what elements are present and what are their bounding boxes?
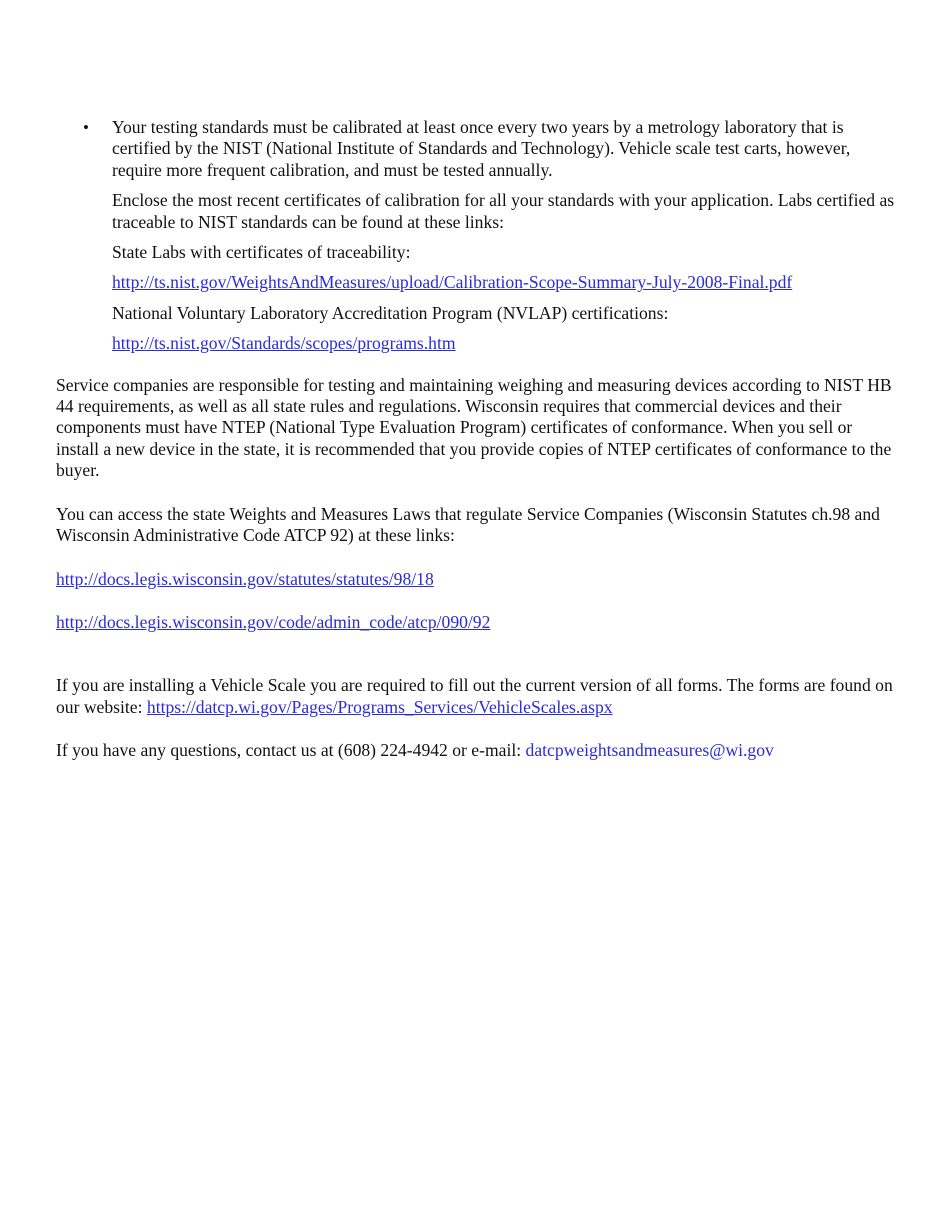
calibration-requirement-text: Your testing standards must be calibrated at least once every two years by a metrology laboratory that is certified by the NIST (National Institute of Standards and Technology). Vehicle scale test carts, however, require more frequent calibration, and must be tested annually. (112, 117, 851, 180)
admin-code-link[interactable]: http://docs.legis.wisconsin.gov/code/admin_code/atcp/090/92 (56, 611, 491, 632)
enclose-certificates-text: Enclose the most recent certificates of calibration for all your standards with your application. Labs certified as traceable to NIST standards can be found at these links: (112, 190, 895, 232)
vehicle-scales-link[interactable]: https://datcp.wi.gov/Pages/Programs_Services/VehicleScales.aspx (146, 696, 613, 717)
nvlap-label: National Voluntary Laboratory Accreditation Program (NVLAP) certifications: (112, 302, 669, 323)
statutes-link[interactable]: http://docs.legis.wisconsin.gov/statutes/statutes/98/18 (56, 568, 434, 589)
laws-paragraph: You can access the state Weights and Measures Laws that regulate Service Companies (Wisconsin Statutes ch.98 and Wisconsin Administrative Code ATCP 92) at these links: (56, 503, 880, 546)
contact-email[interactable]: datcpweightsandmeasures@wi.gov (525, 740, 774, 761)
bullet-marker: • (83, 118, 89, 137)
state-labs-link[interactable]: http://ts.nist.gov/WeightsAndMeasures/upload/Calibration-Scope-Summary-July-2008-Final.pdf (112, 272, 793, 293)
nvlap-link[interactable]: http://ts.nist.gov/Standards/scopes/programs.htm (112, 333, 456, 354)
vehicle-scale-text: If you are installing a Vehicle Scale you are required to fill out the current version of all forms. The forms are found on our website: (56, 675, 893, 717)
state-labs-label: State Labs with certificates of traceability: (112, 242, 411, 263)
vehicle-scale-paragraph (56, 675, 896, 718)
contact-paragraph (56, 740, 896, 761)
contact-text: If you have any questions, contact us at (608) 224-4942 or e-mail: (56, 740, 526, 761)
service-companies-paragraph: Service companies are responsible for testing and maintaining weighing and measuring devices according to NIST HB 44 requirements, as well as all state rules and regulations. Wisconsin requires that commercial devices and their components must have NTEP (National Type Evaluation Program) certificates of conformance. When you sell or install a new device in the state, it is recommended that you provide copies of NTEP certificates of conformance to the buyer. (56, 374, 892, 481)
document-page (56, 117, 896, 762)
calibration-bullet-item (56, 117, 896, 355)
